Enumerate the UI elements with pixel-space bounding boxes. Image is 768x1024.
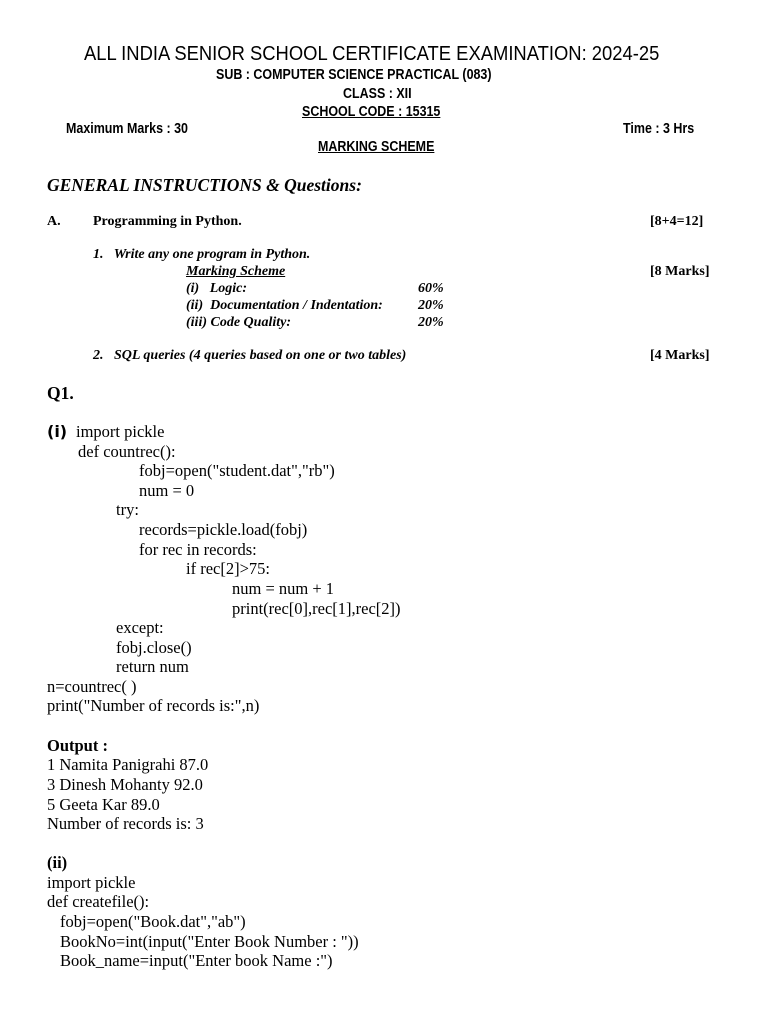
criterion-logic-pct: 60% (418, 281, 444, 296)
item-1-marks: [8 Marks] (650, 264, 710, 279)
code-line: BookNo=int(input("Enter Book Number : ")) (60, 932, 359, 951)
q1-label: Q1. (47, 383, 74, 403)
subject-line: SUB : COMPUTER SCIENCE PRACTICAL (083) (216, 67, 492, 83)
time-allowed: Time : 3 Hrs (623, 121, 695, 137)
code-line: if rec[2]>75: (186, 559, 270, 578)
code-line: n=countrec( ) (47, 677, 137, 696)
criterion-quality-pct: 20% (418, 315, 444, 330)
max-marks: Maximum Marks : 30 (66, 121, 188, 137)
item-1-text: 1. Write any one program in Python. (93, 247, 311, 262)
section-a-marks: [8+4=12] (650, 214, 704, 229)
instructions-heading: GENERAL INSTRUCTIONS & Questions: (47, 175, 362, 195)
output-line: Number of records is: 3 (47, 814, 204, 833)
criterion-quality-label: (iii) Code Quality: (186, 315, 291, 330)
code-line: num = 0 (139, 481, 195, 500)
part-ii-tag: (ii) (47, 853, 68, 872)
output-line: 1 Namita Panigrahi 87.0 (47, 755, 209, 774)
school-code: SCHOOL CODE : 15315 (302, 104, 441, 120)
criterion-documentation-pct: 20% (418, 298, 444, 313)
item-1-scheme-label: Marking Scheme (186, 264, 286, 279)
criterion-logic-label: (i) Logic: (186, 281, 248, 296)
code-line: fobj.close() (116, 638, 192, 657)
code-line: num = num + 1 (232, 579, 335, 598)
code-line: def createfile(): (47, 892, 150, 911)
code-line: return num (116, 657, 189, 676)
code-line: def countrec(): (78, 442, 176, 461)
marking-scheme-heading: MARKING SCHEME (318, 139, 435, 155)
class-line: CLASS : XII (343, 86, 412, 102)
code-line: for rec in records: (139, 540, 257, 559)
output-label: Output : (47, 736, 108, 755)
output-line: 5 Geeta Kar 89.0 (47, 795, 160, 814)
exam-title: ALL INDIA SENIOR SCHOOL CERTIFICATE EXAMINATION: 2024-25 (84, 43, 660, 65)
code-line: fobj=open("Book.dat","ab") (60, 912, 246, 931)
output-line: 3 Dinesh Mohanty 92.0 (47, 775, 203, 794)
code-line: records=pickle.load(fobj) (139, 520, 308, 539)
item-2-text: 2. SQL queries (4 queries based on one or two tables) (93, 348, 407, 363)
item-2-marks: [4 Marks] (650, 348, 710, 363)
code-line: try: (116, 500, 139, 519)
code-line: Book_name=input("Enter book Name :") (60, 951, 333, 970)
criterion-documentation-label: (ii) Documentation / Indentation: (186, 298, 383, 313)
code-line: fobj=open("student.dat","rb") (139, 461, 335, 480)
code-line: print("Number of records is:",n) (47, 696, 260, 715)
code-line: import pickle (47, 873, 136, 892)
code-line: except: (116, 618, 164, 637)
code-line: print(rec[0],rec[1],rec[2]) (232, 599, 401, 618)
code-line: import pickle (76, 422, 165, 441)
section-a-letter: A. (47, 214, 61, 229)
section-a-title: Programming in Python. (93, 214, 242, 229)
part-i-tag: (i) (47, 422, 68, 441)
